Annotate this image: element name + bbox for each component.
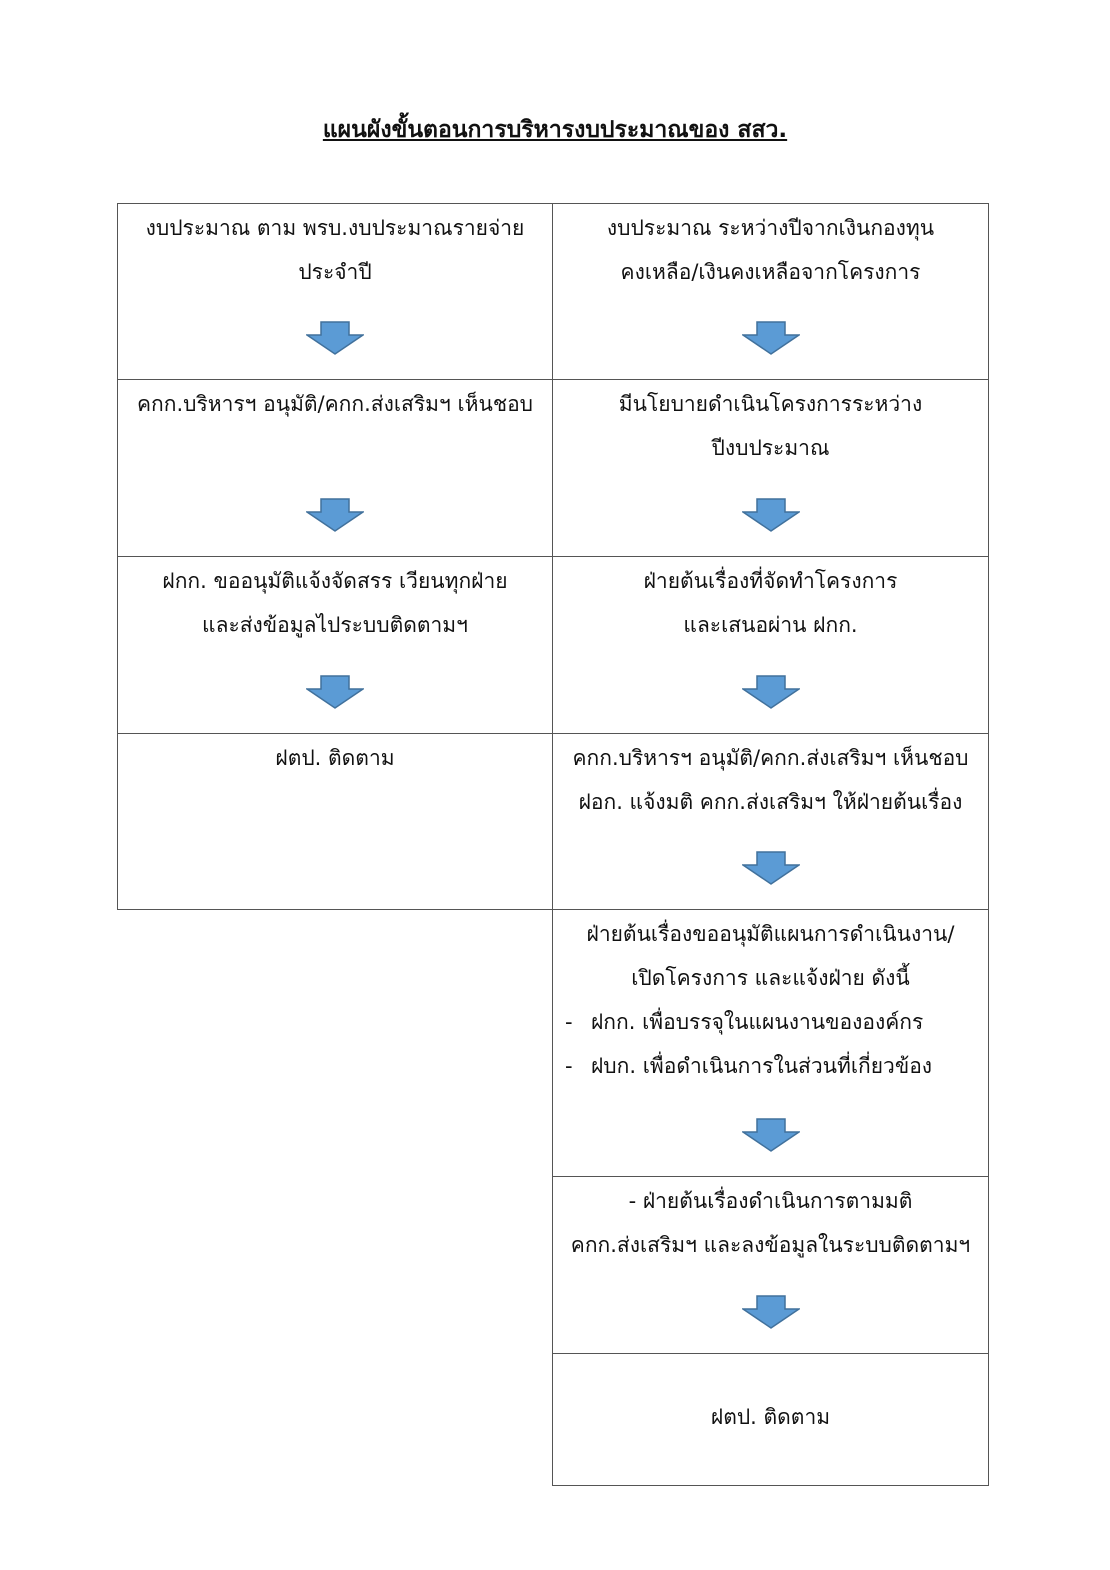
down-arrow-icon <box>742 498 800 532</box>
box-text: ฝตป. ติดตาม <box>710 1405 831 1429</box>
right-box-3 <box>552 556 989 734</box>
right-box-1 <box>552 203 989 380</box>
box-text: และเสนอผ่าน ฝกก. <box>683 613 858 637</box>
right-box-7 <box>552 1353 989 1486</box>
left-box-1 <box>117 203 553 380</box>
left-box-4 <box>117 733 553 910</box>
box-text: ฝ่ายต้นเรื่องขออนุมัติแผนการดำเนินงาน/ <box>586 922 955 946</box>
box-text: - ฝ่ายต้นเรื่องดำเนินการตามมติ <box>628 1189 913 1213</box>
box-text: คงเหลือ/เงินคงเหลือจากโครงการ <box>620 260 921 284</box>
page-title: แผนผังขั้นตอนการบริหารงบประมาณของ สสว. <box>322 117 788 143</box>
box-text: ประจำปี <box>298 260 372 284</box>
box-text: งบประมาณ ระหว่างปีจากเงินกองทุน <box>606 216 935 240</box>
box-text: งบประมาณ ตาม พรบ.งบประมาณรายจ่าย <box>145 216 525 240</box>
down-arrow-icon <box>742 1118 800 1152</box>
bullet-text: ฝบก. เพื่อดำเนินการในส่วนที่เกี่ยวข้อง <box>591 1054 933 1078</box>
box-text: ฝอก. แจ้งมติ คกก.ส่งเสริมฯ ให้ฝ่ายต้นเรื่อง <box>578 790 963 814</box>
left-box-2 <box>117 379 553 557</box>
box-text: และส่งข้อมูลไประบบติดตามฯ <box>202 613 468 637</box>
down-arrow-icon <box>742 1295 800 1329</box>
left-box-3 <box>117 556 553 734</box>
box-text: คกก.บริหารฯ อนุมัติ/คกก.ส่งเสริมฯ เห็นชอบ <box>572 746 969 770</box>
box-text: ฝ่ายต้นเรื่องที่จัดทำโครงการ <box>643 569 898 593</box>
down-arrow-icon <box>742 851 800 885</box>
box-text: มีนโยบายดำเนินโครงการระหว่าง <box>618 392 923 416</box>
bullet-text: ฝกก. เพื่อบรรจุในแผนงานขององค์กร <box>591 1010 924 1034</box>
down-arrow-icon <box>306 321 364 355</box>
box-text: คกก.ส่งเสริมฯ และลงข้อมูลในระบบติดตามฯ <box>570 1233 971 1257</box>
box-text: คกก.บริหารฯ อนุมัติ/คกก.ส่งเสริมฯ เห็นชอบ <box>136 392 534 416</box>
right-box-6 <box>552 1176 989 1354</box>
right-box-4 <box>552 733 989 910</box>
down-arrow-icon <box>306 498 364 532</box>
down-arrow-icon <box>742 675 800 709</box>
down-arrow-icon <box>306 675 364 709</box>
right-box-2 <box>552 379 989 557</box>
bullet-item <box>553 1044 988 1088</box>
box-text: ฝตป. ติดตาม <box>275 746 395 770</box>
right-box-5 <box>552 909 989 1177</box>
box-text: ฝกก. ขออนุมัติแจ้งจัดสรร เวียนทุกฝ่าย <box>162 569 508 593</box>
bullet-marker: - <box>565 1010 573 1034</box>
bullet-item <box>553 1000 988 1044</box>
box-text: เปิดโครงการ และแจ้งฝ่าย ดังนี้ <box>631 966 910 990</box>
down-arrow-icon <box>742 321 800 355</box>
box-text: ปีงบประมาณ <box>711 436 830 460</box>
bullet-marker: - <box>565 1054 573 1078</box>
